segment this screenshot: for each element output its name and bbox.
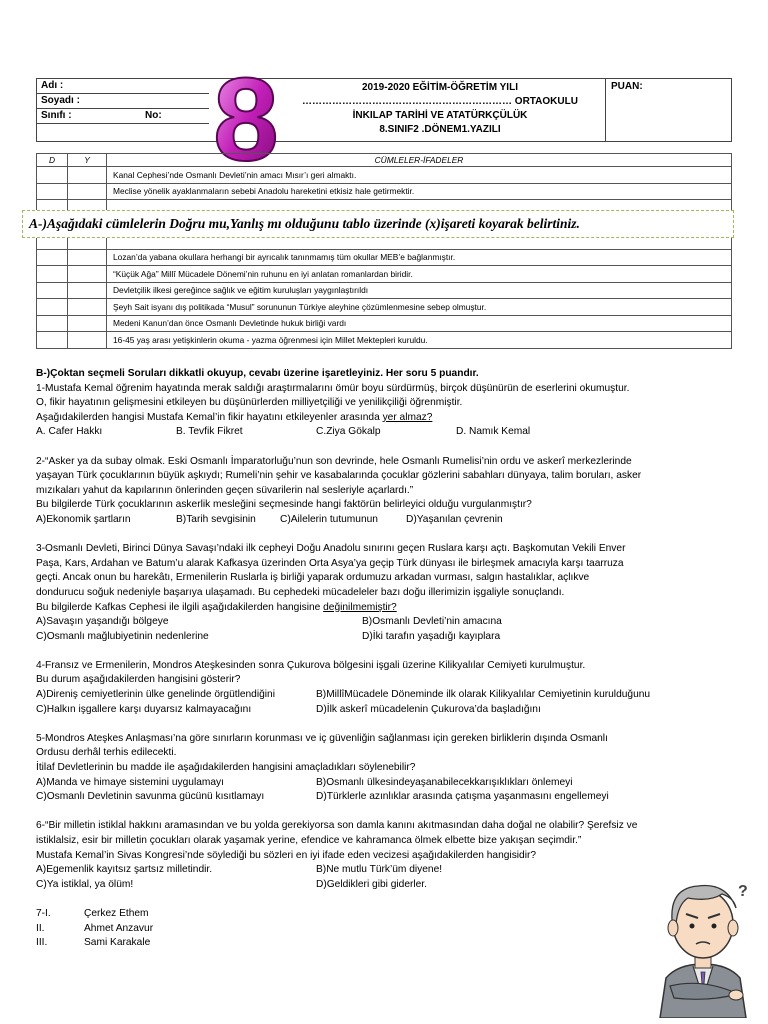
table-row	[37, 332, 732, 349]
grade-8-logo	[196, 70, 296, 166]
q7-name: Sami Karakale	[84, 937, 151, 949]
y-cell[interactable]	[68, 315, 107, 332]
blank-row	[37, 124, 209, 139]
student-info	[37, 79, 209, 141]
q3-options-row1	[36, 615, 736, 630]
q6-question: Mustafa Kemal’in Sivas Kongresi’nde söylediği bu sözleri en iyi ifade eden vecizesi aşağıdakilerden hangisidir?	[36, 849, 537, 861]
q3-option-a[interactable]: A)Savaşın yaşandığı bölgeye	[36, 616, 169, 628]
q2-options	[36, 513, 736, 528]
q1-option-a[interactable]: A. Cafer Hakkı	[36, 426, 103, 438]
class-row	[37, 109, 209, 124]
q5-option-a[interactable]: A)Manda ve himaye sistemini uygulamayı	[36, 776, 224, 788]
q6-text: istiklalsiz, esir bir milletin çocukları olarak yaşamak yerine, efendice ve kahramanca ölmek elbette bize yakışan seçimdir.”	[36, 835, 582, 846]
q3-text: geçti. Ancak onun bu harekâtı, Ermenilerin Ruslarla iş birliği yaparak ordumuzu arkadan vurması, salgın hastalıklar, açlıkve	[36, 572, 590, 584]
q4-option-b[interactable]: B)MillîMücadele Döneminde ilk olarak Kilikyalılar Cemiyetinin kurulduğunu	[316, 689, 651, 701]
q6-text: 6-“Bir milletin istiklal hakkını aramasından ve bu yolda gerekiyorsa son damla kanını akıtmasından daha doğal ne olabilir? Şerefsiz ve	[36, 820, 638, 832]
q4-options-row2	[36, 703, 736, 718]
q6-option-a[interactable]: A)Egemenlik kayıtsız şartsız milletindir.	[36, 864, 213, 876]
q2-question: Bu bilgilerde Türk çocuklarının askerlik mesleğini seçmesinde hangi faktörün belirleyici olduğu vurgulanmıştır?	[36, 499, 532, 511]
q4-question: Bu durum aşağıdakilerden hangisini gösterir?	[36, 674, 241, 686]
q6-option-c[interactable]: C)Ya istiklal, ya ölüm!	[36, 878, 134, 890]
col-yanlis: Y	[68, 154, 107, 167]
q6-option-b[interactable]: B)Ne mutlu Türk’üm diyene!	[316, 864, 443, 876]
q3-text: dondurucu soğuk nedeniyle başarıya ulaşamadı. Bu cephedeki mücadeleler bazı doğu illerimizin işgaliyle sonuçlandı.	[36, 586, 565, 598]
table-row	[37, 282, 732, 299]
class-label: Sınıfı :	[41, 110, 72, 121]
d-cell[interactable]	[37, 315, 68, 332]
y-cell[interactable]	[68, 282, 107, 299]
y-cell[interactable]	[68, 167, 107, 184]
score-label: PUAN:	[611, 81, 643, 92]
table-row	[37, 167, 732, 184]
q7-item	[36, 907, 736, 922]
q3-option-d[interactable]: D)İki tarafın yaşadığı kayıplara	[362, 630, 501, 642]
q7-name: Ahmet Anzavur	[84, 922, 154, 934]
q5-question: İtilaf Devletlerinin bu madde ile aşağıdakilerden hangisini amaçladıkları söylenebilir?	[36, 762, 416, 774]
section-a-instruction: A-)Aşağıdaki cümlelerin Doğru mu,Yanlış mı olduğunu tablo üzerinde (x)işareti koyarak belirtiniz.	[22, 210, 734, 238]
q5-text: 5-Mondros Ateşkes Anlaşması’na göre sınırların korunması ve iç güvenliğin sağlanması için gereken birliklerin dışında Osmanlı	[36, 732, 608, 744]
no-label: No:	[145, 110, 162, 121]
surname-row	[37, 94, 209, 109]
q4-option-d[interactable]: D)İlk askerî mücadelenin Çukurova’da başladığını	[316, 703, 541, 715]
q3-emphasis: değinilmemiştir?	[323, 601, 397, 613]
q3-question	[36, 601, 736, 616]
q1-emphasis: yer almaz?	[382, 411, 433, 423]
svg-text:?: ?	[738, 883, 748, 900]
col-statements: CÜMLELER-İFADELER	[107, 154, 732, 167]
y-cell[interactable]	[68, 332, 107, 349]
q1-option-c[interactable]: C.Ziya Gökalp	[316, 426, 381, 438]
statement: 16-45 yaş arası yetişkinlerin okuma - yazma öğrenmesi için Millet Mektepleri kuruldu.	[107, 332, 732, 349]
name-label: Adı :	[41, 80, 64, 91]
q7-name: Çerkez Ethem	[84, 907, 149, 919]
statement: Devletçilik ilkesi gereğince sağlık ve eğitim kuruluşları yaygınlaştırıldı	[107, 282, 732, 299]
statement: Medeni Kanun’dan önce Osmanlı Devletinde hukuk birliği vardı	[107, 315, 732, 332]
true-false-table	[36, 153, 732, 349]
multiple-choice-section	[36, 367, 736, 951]
section-b-heading: B-)Çoktan seçmeli Soruları dikkatli okuyup, cevabı üzerine işaretleyiniz. Her soru 5 puandır.	[36, 368, 479, 379]
d-cell[interactable]	[37, 332, 68, 349]
statement: Kanal Cephesi’nde Osmanlı Devleti’nin amacı Mısır’ı geri almaktı.	[107, 167, 732, 184]
q3-text: Paşa, Kars, Ardahan ve Batum’u alarak Kafkasya üzerinden Orta Asya’ya geçip Türk dünyası ile birleşmek amacıyla karşı taarruza	[36, 557, 624, 569]
q2-option-c[interactable]: C)Ailelerin tutumunun	[280, 513, 378, 525]
statement: Şeyh Sait isyanı dış politikada “Musul” sorununun Türkiye aleyhine çözümlenmesine sebep olmuştur.	[107, 299, 732, 316]
q4-option-a[interactable]: A)Direniş cemiyetlerinin ülke genelinde örgütlendiğini	[36, 689, 275, 701]
q4-options-row1	[36, 688, 736, 703]
table-header-row	[37, 154, 732, 167]
q5-options-row2	[36, 790, 736, 805]
table-row	[37, 249, 732, 266]
q2-text: 2-“Asker ya da subay olmak. Eski Osmanlı İmparatorluğu’nun son devrinde, hele Osmanlı Rumelisi’nin ordu ve askerî merkezlerinde	[36, 455, 632, 467]
d-cell[interactable]	[37, 249, 68, 266]
d-cell[interactable]	[37, 299, 68, 316]
statement: “Küçük Ağa” Millî Mücadele Dönemi’nin ruhunu en iyi anlatan romanlardan biridir.	[107, 266, 732, 283]
q1-options	[36, 425, 736, 440]
table-row	[37, 299, 732, 316]
q5-text: Ordusu derhâl terhis edilecekti.	[36, 747, 177, 759]
q7-numeral: II.	[36, 922, 45, 934]
q1-text: 1-Mustafa Kemal öğrenim hayatında merak saldığı araştırmalarını ömür boyu sürdürmüş, birçok düşünürün de eserlerini okumuştur.	[36, 382, 630, 394]
q2-text: mızıkaları yahut da kapılarının önlerinden geçen süvarilerin nal sesleriyle açarlardı.”	[36, 484, 414, 496]
q2-option-b[interactable]: B)Tarih sevgisinin	[176, 513, 256, 525]
table-row	[37, 266, 732, 283]
table-row	[37, 183, 732, 200]
exam-header	[36, 78, 732, 142]
q5-option-b[interactable]: B)Osmanlı ülkesindeyaşanabilecekkarışıklıkları önlemeyi	[316, 776, 573, 788]
q7-numeral: 7-I.	[36, 907, 51, 919]
d-cell[interactable]	[37, 266, 68, 283]
q3-option-b[interactable]: B)Osmanlı Devleti’nin amacına	[362, 616, 502, 628]
statement: Meclise yönelik ayaklanmaların sebebi Anadolu hareketini etkisiz hale getirmektir.	[107, 183, 732, 200]
q1-option-b[interactable]: B. Tevfik Fikret	[176, 426, 243, 438]
q1-stem: Aşağıdakilerden hangisi Mustafa Kemal’in fikir hayatını etkileyenler arasında	[36, 411, 383, 423]
q5-option-c[interactable]: C)Osmanlı Devletinin savunma gücünü kısıtlamayı	[36, 791, 265, 803]
q1-option-d[interactable]: D. Namık Kemal	[456, 426, 531, 438]
q6-option-d[interactable]: D)Geldikleri gibi giderler.	[316, 878, 427, 890]
statement: Lozan’da yabana okullara herhangi bir ayrıcalık tanınmamış tüm okullar MEB’e bağlanmıştır.	[107, 249, 732, 266]
exam-name: 8.SINIF2 .DÖNEM1.YAZILI	[379, 124, 501, 135]
d-cell[interactable]	[37, 167, 68, 184]
q1-question	[36, 411, 736, 426]
q2-text: yaşayan Türk çocuklarının büyük aşkıydı; Rumeli’nin şehir ve kasabalarında çocuklar gözlerini sabahları dünyaya, talim boruları, asker	[36, 470, 642, 482]
score-box	[605, 79, 733, 141]
q5-options-row1	[36, 776, 736, 791]
q7-item	[36, 936, 736, 951]
svg-text:8: 8	[213, 70, 279, 166]
q3-text: 3-Osmanlı Devleti, Birinci Dünya Savaşı’ndaki ilk cepheyi Doğu Anadolu sınırını geçen Ruslara karşı açtı. Başkomutan Vekili Enver	[36, 543, 626, 555]
q6-options-row1	[36, 863, 736, 878]
surname-label: Soyadı :	[41, 95, 80, 106]
y-cell[interactable]	[68, 183, 107, 200]
subject-name: İNKILAP TARİHİ VE ATATÜRKÇÜLÜK	[352, 110, 528, 121]
q7-numeral: III.	[36, 937, 48, 949]
name-row	[37, 79, 209, 94]
col-dogru: D	[37, 154, 68, 167]
exam-title	[275, 79, 606, 141]
q3-stem: Bu bilgilerde Kafkas Cephesi ile ilgili aşağıdakilerden hangisine	[36, 601, 324, 613]
y-cell[interactable]	[68, 249, 107, 266]
school-name: ……………………………………………………… ORTAOKULU	[302, 96, 578, 107]
q4-option-c[interactable]: C)Halkın işgallere karşı duyarsız kalmayacağını	[36, 703, 252, 715]
thinking-boy-icon	[648, 868, 758, 1018]
d-cell[interactable]	[37, 282, 68, 299]
q3-option-c[interactable]: C)Osmanlı mağlubiyetinin nedenlerine	[36, 630, 209, 642]
q6-options-row2	[36, 878, 736, 893]
q2-option-a[interactable]: A)Ekonomik şartların	[36, 513, 131, 525]
q1-text: O, fikir hayatının gelişmesini etkileyen bu düşünürlerden milliyetçiliği ve yenilikçiliği öğrenmiştir.	[36, 397, 463, 409]
q4-text: 4-Fransız ve Ermenilerin, Mondros Ateşkesinden sonra Çukurova bölgesini işgali üzerine Kilikyalılar Cemiyeti kurulmuştur.	[36, 659, 586, 671]
exam-year: 2019-2020 EĞİTİM-ÖĞRETİM YILI	[362, 82, 518, 93]
table-row	[37, 315, 732, 332]
d-cell[interactable]	[37, 183, 68, 200]
y-cell[interactable]	[68, 299, 107, 316]
q2-option-d[interactable]: D)Yaşanılan çevrenin	[406, 513, 503, 525]
y-cell[interactable]	[68, 266, 107, 283]
q7-item	[36, 922, 736, 937]
q5-option-d[interactable]: D)Türklerle azınlıklar arasında çatışma yaşanmasını engellemeyi	[316, 791, 609, 803]
q3-options-row2	[36, 630, 736, 645]
